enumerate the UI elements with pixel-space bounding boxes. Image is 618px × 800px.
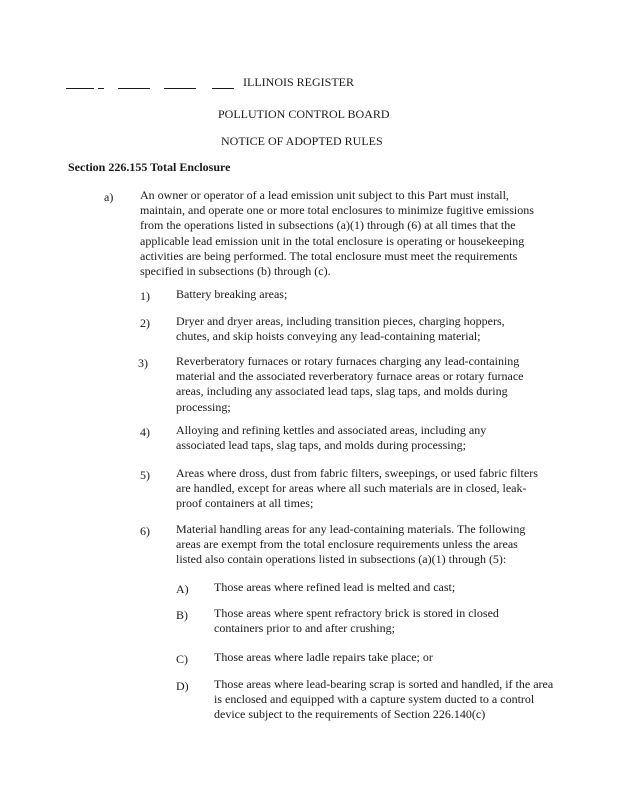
item-4-label: 4) — [140, 425, 150, 439]
subitem-c-label: C) — [176, 652, 188, 666]
header-blank-line-2 — [98, 88, 104, 89]
header-blank-line-4 — [164, 88, 196, 89]
item-3-text: Reverberatory furnaces or rotary furnaces charging any lead-containing material and the associated reverberatory furnace areas or rotary furnace areas, including any associated lead taps, slag taps, and molds during processing; — [176, 354, 524, 414]
subsection-a-label: a) — [104, 190, 114, 204]
subitem-c-text: Those areas where ladle repairs take place; or — [214, 650, 433, 664]
subitem-b-label: B) — [176, 608, 188, 622]
subitem-b-text: Those areas where spent refractory brick is stored in closed containers prior to and after crushing; — [214, 606, 499, 636]
item-2-text: Dryer and dryer areas, including transition pieces, charging hoppers, chutes, and skip hoists conveying any lead-containing material; — [176, 314, 505, 344]
subitem-d-label: D) — [176, 679, 189, 693]
subitem-a-label: A) — [176, 582, 189, 596]
board-name: POLLUTION CONTROL BOARD — [218, 107, 390, 121]
header-blank-line-3 — [118, 88, 150, 89]
item-4-text: Alloying and refining kettles and associated areas, including any associated lead taps, slag taps, and molds during processing; — [176, 423, 487, 453]
header-blank-line-1 — [66, 88, 94, 89]
register-title: ILLINOIS REGISTER — [243, 75, 354, 89]
item-5-label: 5) — [140, 468, 150, 482]
header-blank-line-5 — [212, 88, 234, 89]
subitem-d-text: Those areas where lead-bearing scrap is sorted and handled, if the area is enclosed and equipped with a capture system ducted to a control device subject to the requirements of Section 226.140(c) — [214, 677, 554, 722]
item-1-label: 1) — [140, 289, 150, 303]
subsection-a-text: An owner or operator of a lead emission unit subject to this Part must install, maintain, and operate one or more total enclosures to minimize fugitive emissions from the operations listed in subsections (a)(1) through (6) at all times that the applicable lead emission unit in the total enclosure is operating or housekeeping activities are being performed. The total enclosure must meet the requirements specified in subsections (b) through (c). — [140, 188, 534, 279]
item-6-text: Material handling areas for any lead-containing materials. The following areas are exempt from the total enclosure requirements unless the areas listed also contain operations listed in subsections (a)(1) through (5): — [176, 522, 526, 567]
item-5-text: Areas where dross, dust from fabric filters, sweepings, or used fabric filters are handled, except for areas where all such materials are in closed, leak-proof containers at all times; — [176, 466, 538, 511]
item-6-label: 6) — [140, 524, 150, 538]
item-1-text: Battery breaking areas; — [176, 287, 288, 301]
section-heading: Section 226.155 Total Enclosure — [68, 160, 231, 174]
notice-title: NOTICE OF ADOPTED RULES — [221, 134, 383, 148]
item-3-label: 3) — [138, 356, 148, 370]
subitem-a-text: Those areas where refined lead is melted and cast; — [214, 580, 456, 594]
item-2-label: 2) — [140, 316, 150, 330]
